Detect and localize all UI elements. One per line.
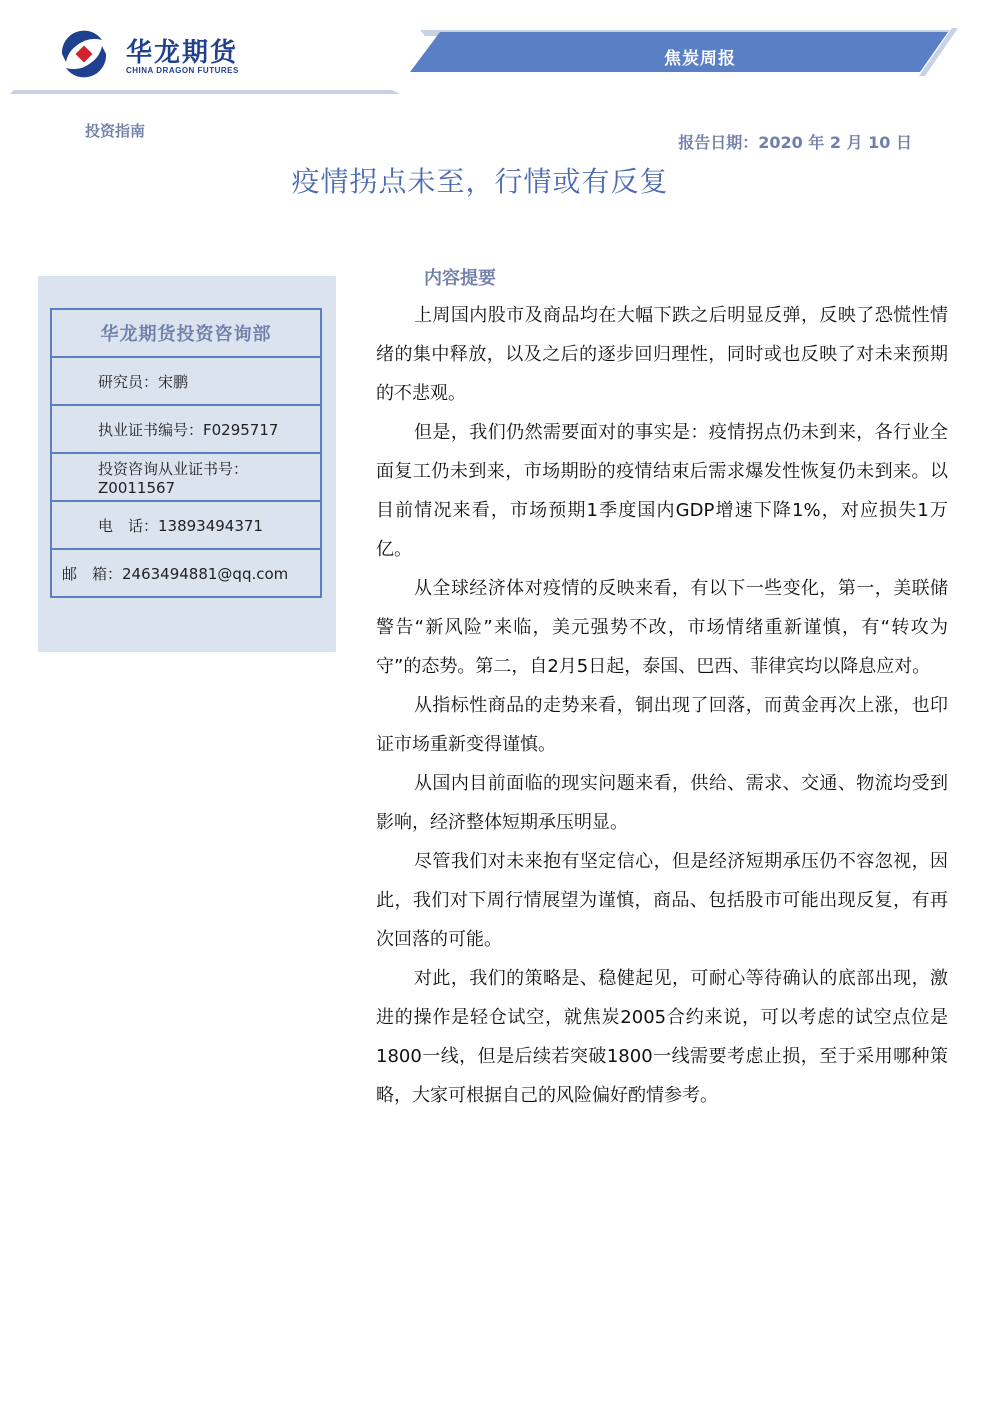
dragon-logo-icon <box>58 28 110 80</box>
paragraph: 从全球经济体对疫情的反映来看，有以下一些变化，第一，美联储警告“新风险”来临，美元强势不改，市场情绪重新谨慎，有“转攻为守”的态势。第二，自2月5日起，泰国、巴西、菲律宾均以降息应对。 <box>376 578 948 677</box>
contact-info-table <box>50 308 322 598</box>
license-number: 执业证书编号：F0295717 <box>51 405 321 453</box>
section-label: 投资指南 <box>85 122 146 140</box>
paragraph: 但是，我们仍然需要面对的事实是：疫情拐点仍未到来，各行业全面复工仍未到来，市场期盼的疫情结束后需求爆发性恢复仍未到来。以目前情况来看，市场预期1季度国内GDP增速下降1%，对应损失1万亿。 <box>376 422 948 560</box>
summary-heading: 内容提要 <box>424 268 496 289</box>
paragraph: 从国内目前面临的现实问题来看，供给、需求、交通、物流均受到影响，经济整体短期承压明显。 <box>376 773 948 833</box>
email-address: 邮 箱：2463494881@qq.com <box>51 549 321 597</box>
paragraph: 上周国内股市及商品均在大幅下跌之后明显反弹，反映了恐慌性情绪的集中释放，以及之后的逐步回归理性，同时或也反映了对未来预期的不悲观。 <box>376 305 948 404</box>
phone-number: 电 话：13893494371 <box>51 501 321 549</box>
logo-english-text: CHINA DRAGON FUTURES <box>126 66 239 75</box>
paragraph: 从指标性商品的走势来看，铜出现了回落，而黄金再次上涨，也印证市场重新变得谨慎。 <box>376 695 948 755</box>
summary-content <box>376 296 948 1115</box>
report-date: 报告日期：2020 年 2 月 10 日 <box>678 133 912 152</box>
page-title: 疫情拐点未至，行情或有反复 <box>291 165 669 198</box>
report-type-label: 焦炭周报 <box>664 49 736 69</box>
sidebar-panel <box>38 276 336 652</box>
department-name: 华龙期货投资咨询部 <box>51 309 321 357</box>
paragraph: 对此，我们的策略是、稳健起见，可耐心等待确认的底部出现，激进的操作是轻仓试空，就焦炭2005合约来说，可以考虑的试空点位是1800一线，但是后续若突破1800一线需要考虑止损，至于采用哪种策略，大家可根据自己的风险偏好酌情参考。 <box>376 968 948 1106</box>
logo-chinese-text: 华龙期货 <box>126 38 239 68</box>
paragraph: 尽管我们对未来抱有坚定信心，但是经济短期承压仍不容忽视，因此，我们对下周行情展望为谨慎，商品、包括股市可能出现反复，有再次回落的可能。 <box>376 851 948 950</box>
consult-license-number: 投资咨询从业证书号：Z0011567 <box>51 453 321 501</box>
analyst-name: 研究员：宋鹏 <box>51 357 321 405</box>
company-logo <box>58 28 258 84</box>
